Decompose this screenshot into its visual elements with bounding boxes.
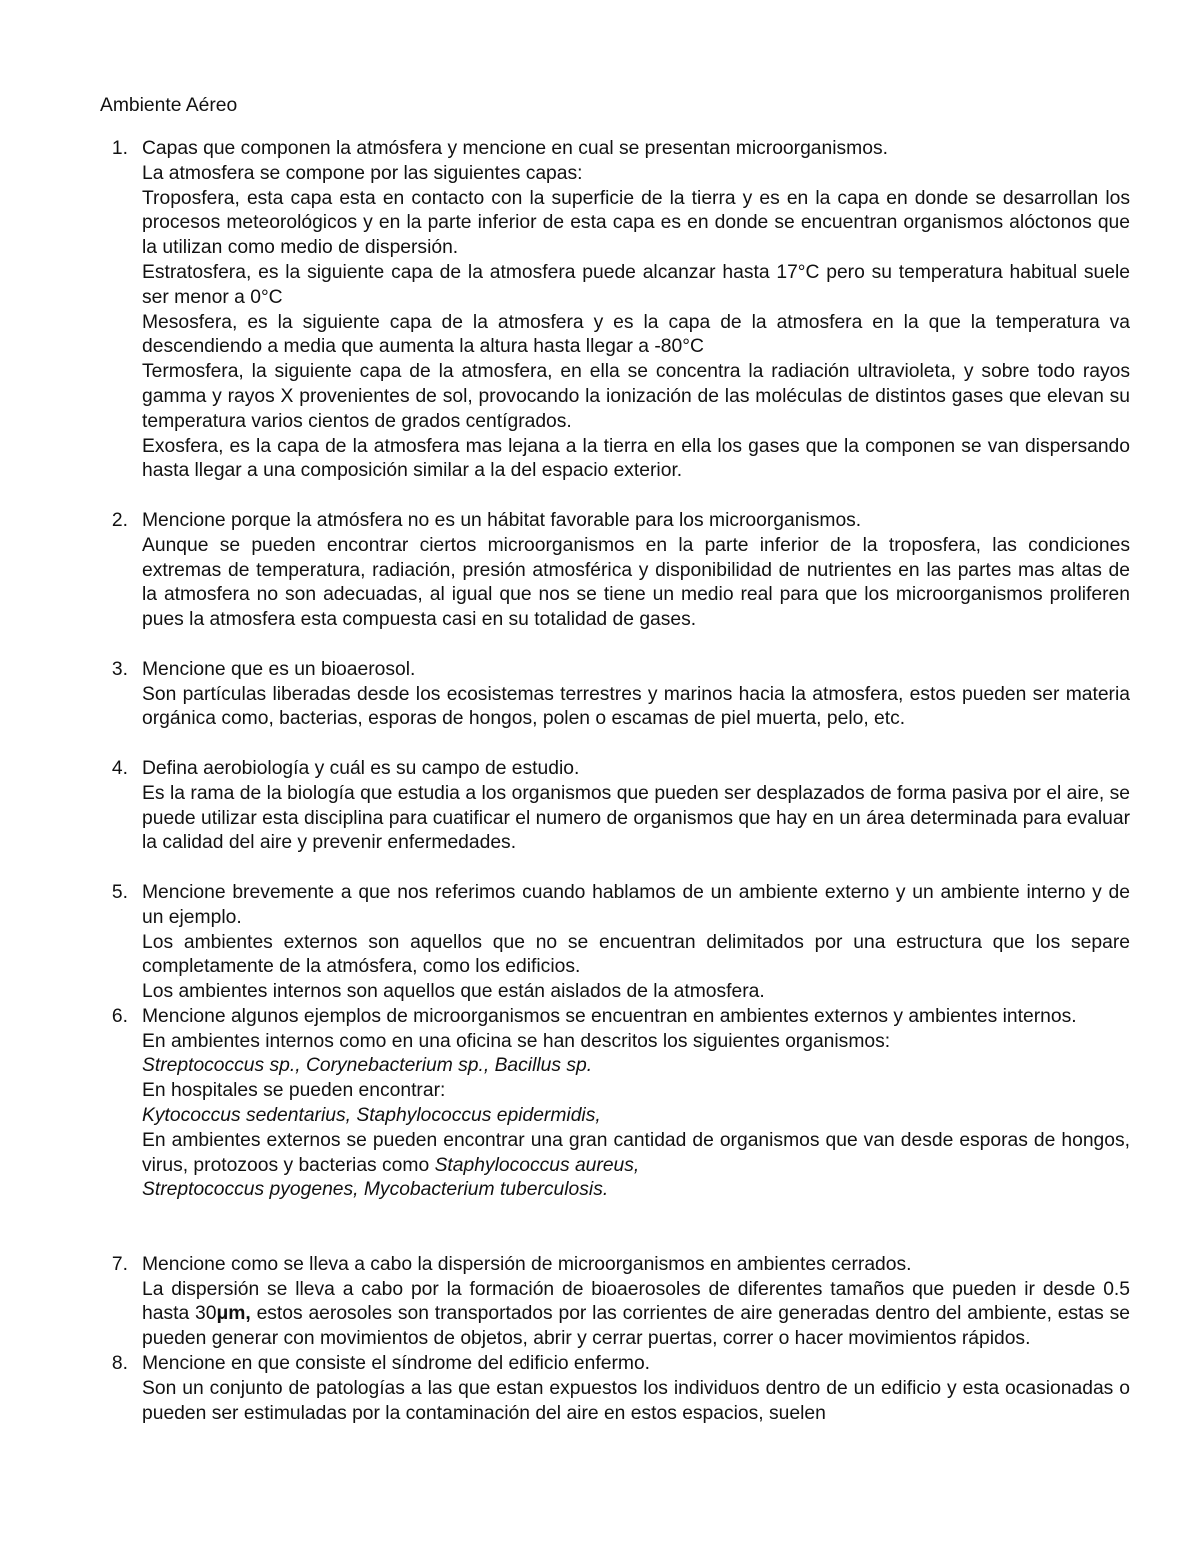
question-text: Mencione como se lleva a cabo la dispersión de microorganismos en ambientes cerrados. bbox=[142, 1253, 912, 1275]
answer-intro: La atmosfera se compone por las siguientes capas: bbox=[142, 162, 583, 184]
answer-paragraph: Es la rama de la biología que estudia a los organismos que pueden ser desplazados de forma pasiva por el aire, se puede utilizar esta disciplina para cuatificar el numero de organismos que hay en un área determinada para evaluar la calidad del aire y prevenir enfermedades. bbox=[142, 782, 1130, 854]
question-text: Capas que componen la atmósfera y mencione en cual se presentan microorganismos. bbox=[142, 138, 888, 159]
answer-office-species bbox=[142, 1054, 1130, 1079]
question-number: 2. bbox=[111, 509, 128, 531]
answer-paragraph: Aunque se pueden encontrar ciertos microorganismos en la parte inferior de la troposfera, las condiciones extremas de temperatura, radiación, presión atmosférica y disponibilidad de nutrientes en las partes mas altas de la atmosfera no son adecuadas, al igual que nos se tiene un medio real para que los microorganismos proliferen pues la atmosfera esta compuesta casi en su totalidad de gases. bbox=[142, 534, 1130, 631]
answer-office-intro: En ambientes internos como en una oficina se han descritos los siguientes organismos: bbox=[142, 1030, 891, 1052]
answer-paragraph: Son un conjunto de patologías a las que estan expuestos los individuos dentro de un edificio y esta ocasionadas o pueden ser estimuladas por la contaminación del aire en estos espacios, suelen bbox=[142, 1377, 1130, 1424]
micrometer-unit: μm, bbox=[216, 1303, 251, 1325]
question-4 bbox=[100, 757, 1130, 856]
question-5 bbox=[100, 881, 1130, 1005]
question-text: Mencione porque la atmósfera no es un hábitat favorable para los microorganismos. bbox=[142, 509, 862, 531]
question-6 bbox=[100, 1005, 1130, 1203]
answer-external-paragraph bbox=[142, 1129, 1130, 1179]
species-names: Kytococcus sedentarius, Staphylococcus epidermidis, bbox=[142, 1105, 601, 1127]
answer-paragraph bbox=[142, 1278, 1130, 1352]
question-number: 1. bbox=[111, 138, 128, 159]
answer-termosfera: Termosfera, la siguiente capa de la atmosfera, en ella se concentra la radiación ultravioleta, y sobre todo rayos gamma y rayos X provenientes de sol, provocando la ionización de las moléculas de distintos gases que elevan su temperatura varios cientos de grados centígrados. bbox=[142, 361, 1130, 432]
question-7 bbox=[100, 1253, 1130, 1352]
question-text: Mencione algunos ejemplos de microorganismos se encuentran en ambientes externos y ambientes internos. bbox=[142, 1005, 1077, 1027]
question-number: 6. bbox=[111, 1005, 128, 1027]
answer-internal: Los ambientes internos son aquellos que están aislados de la atmosfera. bbox=[142, 981, 765, 1003]
answer-hospital-intro: En hospitales se pueden encontrar: bbox=[142, 1080, 446, 1102]
question-number: 7. bbox=[111, 1253, 128, 1275]
question-text: Defina aerobiología y cuál es su campo de estudio. bbox=[142, 757, 580, 779]
question-list bbox=[100, 137, 1130, 1426]
document-title: Ambiente Aéreo bbox=[100, 95, 238, 116]
question-2 bbox=[100, 509, 1130, 633]
species-names: Streptococcus pyogenes, Mycobacterium tuberculosis. bbox=[142, 1179, 609, 1201]
species-names: Streptococcus sp., Corynebacterium sp., Bacillus sp. bbox=[142, 1055, 593, 1077]
answer-paragraph: Son partículas liberadas desde los ecosistemas terrestres y marinos hacia la atmosfera, estos pueden ser materia orgánica como, bacterias, esporas de hongos, polen o escamas de piel muerta, pelo, etc. bbox=[142, 683, 1130, 730]
answer-troposfera: Troposfera, esta capa esta en contacto con la superficie de la tierra y es en la capa en donde se desarrollan los procesos meteorológicos y en la parte inferior de esta capa es en donde se encuentran organismos alóctonos que la utilizan como medio de dispersión. bbox=[142, 187, 1130, 259]
answer-mesosfera: Mesosfera, es la siguiente capa de la atmosfera y es la capa de la atmosfera en la que la temperatura va descendiendo a media que aumenta la altura hasta llegar a -80°C bbox=[142, 311, 1130, 358]
answer-external: Los ambientes externos son aquellos que no se encuentran delimitados por una estructura que los separe completamente de la atmósfera, como los edificios. bbox=[142, 931, 1130, 978]
answer-estratosfera: Estratosfera, es la siguiente capa de la atmosfera puede alcanzar hasta 17°C pero su temperatura habitual suele ser menor a 0°C bbox=[142, 261, 1130, 308]
question-text: Mencione brevemente a que nos referimos cuando hablamos de un ambiente externo y un ambiente interno y de un ejemplo. bbox=[142, 881, 1130, 928]
question-number: 8. bbox=[111, 1353, 128, 1375]
answer-exosfera: Exosfera, es la capa de la atmosfera mas lejana a la tierra en ella los gases que la componen se van dispersando hasta llegar a una composición similar a la del espacio exterior. bbox=[142, 435, 1130, 482]
answer-text-part1: La dispersión se lleva a cabo por la formación de bioaerosoles de diferentes tamaños que pueden ir desde 0.5 hasta 30 bbox=[142, 1278, 1130, 1325]
answer-hospital-species bbox=[142, 1104, 1130, 1129]
question-number: 3. bbox=[111, 658, 128, 680]
question-1 bbox=[100, 137, 1130, 484]
question-3 bbox=[100, 658, 1130, 732]
question-number: 4. bbox=[111, 757, 128, 779]
question-number: 5. bbox=[111, 881, 128, 903]
answer-text-part2: estos aerosoles son transportados por las corrientes de aire generadas dentro del ambiente, estas se pueden generar con movimientos de objetos, abrir y cerrar puertas, correr o hacer movimientos rápidos. bbox=[142, 1303, 1130, 1350]
external-intro-text: En ambientes externos se pueden encontrar una gran cantidad de organismos que van desde esporas de hongos, virus, protozoos y bacterias como bbox=[142, 1129, 1130, 1176]
question-8 bbox=[100, 1352, 1130, 1426]
question-text: Mencione que es un bioaerosol. bbox=[142, 658, 416, 680]
question-text: Mencione en que consiste el síndrome del edificio enfermo. bbox=[142, 1353, 651, 1375]
species-names: Staphylococcus aureus, bbox=[434, 1154, 640, 1176]
answer-external-species bbox=[142, 1178, 1130, 1203]
